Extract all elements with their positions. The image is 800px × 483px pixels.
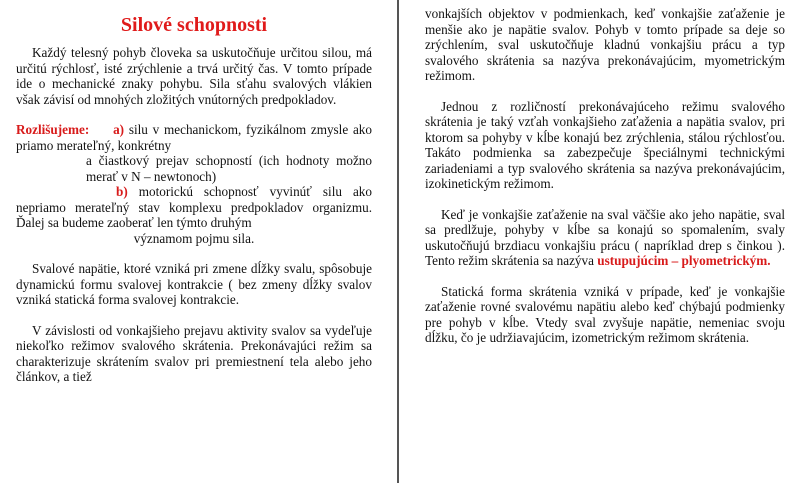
paragraph-jednou: Jednou z rozličností prekonávajúceho režimu svalového skrátenia je taký vzťah vonkajšieho zaťaženia a napätia svalov, pri ktorom sa pohyby v kĺbe konajú bez zrýchlenia, stálou rýchlosťou. Takáto podmienka sa zabezpečuje špeciálnymi technickými zariadeniami a typ svalového skrátenia sa nazýva prekonávajúcim, izokinetickým režimom. [425, 98, 785, 191]
item-a-line2: a čiastkový prejav schopností (ich hodnoty možno merať v N – newtonoch) [86, 153, 372, 184]
spacer [16, 308, 372, 323]
paragraph-zavislosti: V závislosti od vonkajšieho prejavu aktivity svalov sa vydeľuje niekoľko režimov svalového skrátenia. Prekonávajúci režim sa charakterizuje skrátením svalov pri premiestnení tela alebo jeho článkov, a tiež [16, 322, 372, 384]
item-b [16, 184, 372, 231]
paragraph-intro: Každý telesný pohyb človeka sa uskutočňuje určitou silou, má určitú rýchlosť, isté zrýchlenie a trvá určitý čas. V tomto prípade ide o mechanické znaky pohybu. Sila sťahu svalových vlákien však závisí od mnohých zložitých vnútorných predpokladov. [16, 45, 372, 107]
column-divider [397, 0, 399, 483]
item-b-last: významom pojmu sila. [133, 230, 255, 246]
rozlisujeme-label: Rozlišujeme: [16, 122, 90, 137]
right-column [425, 6, 785, 346]
spacer [425, 84, 785, 99]
spacer [425, 192, 785, 207]
item-b-text: motorickú schopnosť vyvinúť silu ako nepriamo merateľný stav komplexu predpokladov organizmu. Ďalej sa budeme zaoberať len týmto druhým [16, 184, 372, 230]
item-a-marker: a) [113, 122, 125, 137]
page-title: Silové schopnosti [120, 14, 268, 36]
spacer [16, 246, 372, 261]
spacer [16, 107, 372, 122]
paragraph-rozlisujeme [16, 122, 372, 153]
paragraph-svalove: Svalové napätie, ktoré vzniká pri zmene dĺžky svalu, spôsobuje dynamickú formu svalovej kontrakcie ( bez zmeny dĺžky svalov vzniká statická forma svalovej kontrakcie. [16, 261, 372, 307]
item-b-marker: b) [116, 184, 128, 199]
paragraph-ked [425, 207, 785, 269]
paragraph-ked-text: Keď je vonkajšie zaťaženie na sval väčšie ako jeho napätie, sval sa predlžuje, pohyby v kĺbe sa konajú so spomalením, svaly uskutočňujú brzdiacu vonkajšiu prácu ( napríklad drep s činkou ). Tento režim skrátenia sa nazýva [425, 206, 785, 268]
item-a-line2-wrap [16, 153, 372, 184]
paragraph-staticka: Statická forma skrátenia vzniká v prípade, keď je vonkajšie zaťaženie rovné svalovému napätiu alebo keď chýbajú podmienky pre pohyb v kĺbe. Vtedy sval zvyšuje napätie, nemeniac svoju dĺžku, čo je udržiavajúcim, izometrickým režimom skrátenia. [425, 283, 785, 345]
item-a-line1: silu v mechanickom, fyzikálnom zmysle ako priamo merateľný, konkrétny [16, 122, 372, 153]
left-column [16, 0, 372, 385]
paragraph-continuation: vonkajších objektov v podmienkach, keď vonkajšie zaťaženie je menšie ako je napätie svalov. Pohyb v tomto prípade sa deje so zrýchlením, sval uskutočňuje kladnú vonkajšiu prácu a typ svalového skrátenia sa nazýva prekonávajúcim, myometrickým režimom. [425, 6, 785, 83]
spacer [425, 269, 785, 284]
plyometric-highlight: ustupujúcim – plyometrickým. [597, 253, 771, 268]
